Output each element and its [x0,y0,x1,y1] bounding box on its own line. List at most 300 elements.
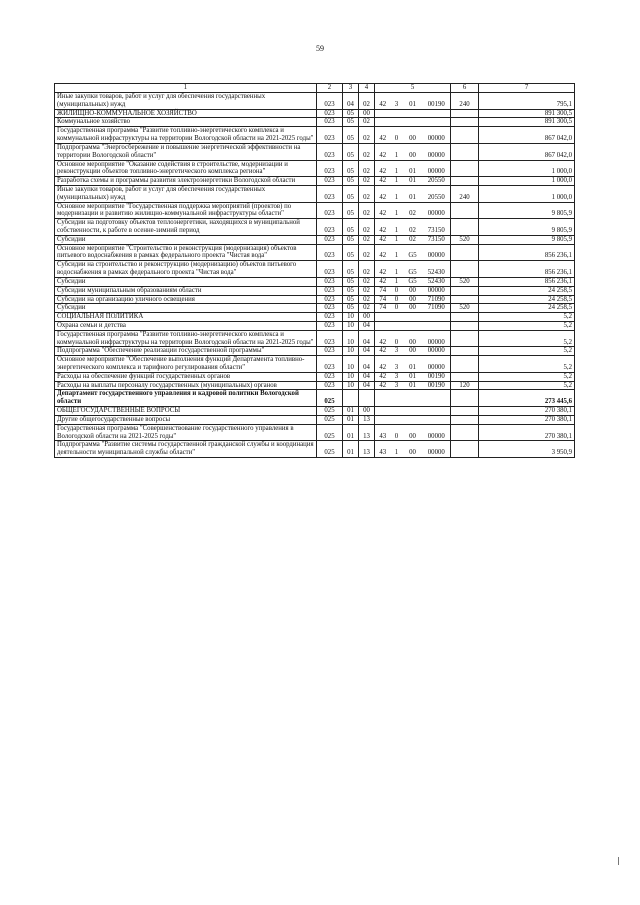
code-ministry: 023 [317,277,343,286]
amount: 3 950,9 [479,441,575,458]
code-ministry: 023 [317,109,343,118]
code-event: G5 [403,261,423,278]
amount: 5,2 [479,356,575,373]
code-expense-type: 520 [451,304,479,313]
code-subprogram: 1 [391,219,403,236]
code-direction [423,109,451,118]
code-expense-type [451,177,479,186]
table-row [55,330,575,347]
code-subsection: 02 [359,286,375,295]
code-subprogram: 0 [391,127,403,144]
table-row [55,185,575,202]
table-row [55,347,575,356]
amount: 795,1 [479,93,575,110]
code-expense-type [451,127,479,144]
table-row [55,143,575,160]
table-row [55,313,575,322]
code-program: 42 [375,372,391,381]
code-expense-type [451,330,479,347]
code-ministry: 023 [317,261,343,278]
amount: 5,2 [479,321,575,330]
code-subsection: 02 [359,127,375,144]
amount: 867 042,0 [479,127,575,144]
code-subprogram: 0 [391,295,403,304]
code-subprogram: 3 [391,372,403,381]
table-row [55,160,575,177]
code-direction: 00000 [423,347,451,356]
amount: 891 300,5 [479,109,575,118]
row-name: Подпрограмма "Обеспечение реализации государственной программы" [55,347,317,356]
row-name: Субсидии на строительство и реконструкцию (модернизацию) объектов питьевого водоснабжения в рамках федерального проекта "Чистая вода" [55,261,317,278]
code-subsection: 02 [359,160,375,177]
code-direction: 00000 [423,441,451,458]
amount: 1 000,0 [479,177,575,186]
code-subsection: 02 [359,295,375,304]
row-name: Другие общегосударственные вопросы [55,415,317,424]
code-event: 01 [403,177,423,186]
amount: 9 805,9 [479,202,575,219]
code-expense-type [451,407,479,416]
code-direction [423,415,451,424]
code-program: 43 [375,441,391,458]
code-event [403,313,423,322]
amount: 1 000,0 [479,160,575,177]
code-event: 01 [403,185,423,202]
code-subsection: 00 [359,109,375,118]
table-row [55,261,575,278]
code-expense-type [451,219,479,236]
row-name: Расходы на обеспечение функций государственных органов [55,372,317,381]
code-expense-type: 520 [451,235,479,244]
column-header: 3 [343,84,359,93]
column-header: 2 [317,84,343,93]
row-name: СОЦИАЛЬНАЯ ПОЛИТИКА [55,313,317,322]
code-subsection: 02 [359,304,375,313]
code-section: 04 [343,93,359,110]
code-subprogram [391,321,403,330]
code-subsection: 13 [359,441,375,458]
row-name: Субсидии на подготовку объектов теплоэнергетики, находящихся в муниципальной собственности, к работе в осенне-зимний период [55,219,317,236]
code-subsection: 02 [359,93,375,110]
code-subprogram: 3 [391,93,403,110]
table-row [55,372,575,381]
column-header: 1 [55,84,317,93]
code-subsection: 04 [359,347,375,356]
code-expense-type [451,143,479,160]
amount: 270 380,1 [479,407,575,416]
code-subsection: 13 [359,415,375,424]
code-ministry: 023 [317,219,343,236]
code-direction: 00190 [423,93,451,110]
code-event: 01 [403,381,423,390]
code-direction [423,407,451,416]
row-name: Основное мероприятие "Государственная поддержка мероприятий (проектов) по модернизации и развитию жилищно-коммунальной инфраструктуры области" [55,202,317,219]
column-header: 4 [359,84,375,93]
table-row [55,127,575,144]
code-ministry: 023 [317,330,343,347]
code-ministry: 023 [317,347,343,356]
code-ministry: 023 [317,202,343,219]
table-row [55,321,575,330]
code-program: 42 [375,330,391,347]
code-expense-type [451,118,479,127]
row-name: Подпрограмма "Развитие системы государственной гражданской службы и координация деятельности муниципальной службы области" [55,441,317,458]
code-section: 10 [343,321,359,330]
code-section: 05 [343,277,359,286]
table-row [55,118,575,127]
code-program [375,407,391,416]
code-section: 10 [343,347,359,356]
code-section: 01 [343,407,359,416]
code-event: 00 [403,347,423,356]
code-event: 01 [403,372,423,381]
code-expense-type: 120 [451,381,479,390]
code-direction: 00000 [423,202,451,219]
code-direction: 73150 [423,219,451,236]
code-program: 43 [375,424,391,441]
code-subprogram: 1 [391,160,403,177]
code-subsection: 00 [359,313,375,322]
code-ministry: 023 [317,313,343,322]
code-expense-type: 240 [451,93,479,110]
code-direction: 20550 [423,177,451,186]
code-program: 74 [375,304,391,313]
row-name: Иные закупки товаров, работ и услуг для обеспечения государственных (муниципальных) нужд [55,185,317,202]
code-ministry: 023 [317,372,343,381]
code-subsection: 02 [359,261,375,278]
code-expense-type [451,321,479,330]
code-expense-type [451,390,479,407]
code-direction: 20550 [423,185,451,202]
code-subsection: 02 [359,235,375,244]
table-row [55,407,575,416]
code-program: 74 [375,295,391,304]
code-ministry: 025 [317,407,343,416]
code-event: 00 [403,304,423,313]
row-name: Субсидии [55,304,317,313]
code-subprogram: 1 [391,202,403,219]
code-direction: 00000 [423,160,451,177]
code-section: 05 [343,261,359,278]
code-program: 42 [375,93,391,110]
code-program: 74 [375,286,391,295]
code-subsection: 02 [359,202,375,219]
table-row [55,356,575,373]
code-program: 42 [375,381,391,390]
code-event: 02 [403,235,423,244]
table-row [55,286,575,295]
row-name: Основное мероприятие "Обеспечение выполнения функций Департамента топливно-энергетического комплекса и тарифного регулирования области" [55,356,317,373]
code-subsection: 04 [359,356,375,373]
code-program: 42 [375,177,391,186]
amount: 9 805,9 [479,219,575,236]
table-row [55,415,575,424]
amount: 270 380,1 [479,424,575,441]
code-expense-type [451,313,479,322]
row-name: Расходы на выплаты персоналу государственных (муниципальных) органов [55,381,317,390]
code-section: 10 [343,372,359,381]
code-section: 05 [343,143,359,160]
amount: 856 236,1 [479,261,575,278]
code-section: 05 [343,109,359,118]
code-program [375,321,391,330]
code-expense-type [451,441,479,458]
code-subsection: 00 [359,407,375,416]
budget-table [54,83,575,458]
code-event [403,407,423,416]
code-ministry: 023 [317,321,343,330]
code-subprogram: 1 [391,261,403,278]
row-name: Подпрограмма "Энергосбережение и повышение энергетической эффективности на территории Вологодской области" [55,143,317,160]
row-name: Государственная программа "Развитие топливно-энергетического комплекса и коммунальной инфраструктуры на территории Вологодской области на 2021-2025 годы" [55,127,317,144]
code-subprogram: 0 [391,424,403,441]
column-header: 6 [451,84,479,93]
code-subprogram: 0 [391,304,403,313]
code-section: 01 [343,415,359,424]
code-section: 05 [343,219,359,236]
code-direction [423,390,451,407]
column-header: 7 [479,84,575,93]
amount: 5,2 [479,372,575,381]
code-event [403,415,423,424]
row-name: Субсидии на организацию уличного освещения [55,295,317,304]
code-subsection: 02 [359,143,375,160]
code-section: 05 [343,118,359,127]
row-name: Субсидии [55,235,317,244]
column-header: 5 [375,84,451,93]
code-subsection: 02 [359,118,375,127]
code-event: 00 [403,143,423,160]
amount: 1 000,0 [479,185,575,202]
code-expense-type [451,415,479,424]
code-program [375,415,391,424]
code-section: 10 [343,330,359,347]
code-subsection: 02 [359,185,375,202]
code-ministry: 023 [317,304,343,313]
row-name: Субсидии [55,277,317,286]
code-program [375,118,391,127]
code-subprogram: 1 [391,143,403,160]
code-program: 42 [375,219,391,236]
code-section: 01 [343,441,359,458]
code-ministry: 023 [317,381,343,390]
scan-mark [618,857,619,865]
code-expense-type [451,286,479,295]
code-subprogram: 0 [391,286,403,295]
code-direction: 00000 [423,143,451,160]
table-row [55,277,575,286]
code-direction: 00190 [423,372,451,381]
code-expense-type [451,295,479,304]
code-section: 05 [343,235,359,244]
code-subprogram: 1 [391,235,403,244]
code-ministry: 023 [317,286,343,295]
code-expense-type [451,244,479,261]
code-section: 05 [343,177,359,186]
code-section: 05 [343,295,359,304]
code-event: G5 [403,277,423,286]
amount: 856 236,1 [479,277,575,286]
code-section: 10 [343,381,359,390]
row-name: Основное мероприятие "Оказание содействия в строительстве, модернизации и реконструкции объектов топливно-энергетического комплекса региона" [55,160,317,177]
code-expense-type [451,424,479,441]
amount: 273 445,6 [479,390,575,407]
code-event: 00 [403,295,423,304]
table-row [55,93,575,110]
table-row [55,109,575,118]
amount: 5,2 [479,381,575,390]
code-direction: 00000 [423,356,451,373]
code-event: 01 [403,356,423,373]
code-direction: 52430 [423,261,451,278]
code-ministry: 023 [317,295,343,304]
code-direction: 00000 [423,127,451,144]
code-direction: 00000 [423,424,451,441]
code-expense-type: 520 [451,277,479,286]
code-ministry: 025 [317,390,343,407]
code-ministry: 023 [317,160,343,177]
code-direction: 00000 [423,286,451,295]
code-subsection: 04 [359,321,375,330]
code-subprogram: 1 [391,177,403,186]
code-subprogram [391,109,403,118]
table-row [55,304,575,313]
code-subsection: 13 [359,424,375,441]
code-section: 05 [343,202,359,219]
code-subprogram [391,415,403,424]
code-event: 00 [403,441,423,458]
code-event: 02 [403,202,423,219]
code-event: 00 [403,424,423,441]
code-ministry: 023 [317,143,343,160]
code-ministry: 023 [317,356,343,373]
code-event [403,390,423,407]
code-ministry: 023 [317,127,343,144]
code-direction [423,118,451,127]
code-section: 10 [343,313,359,322]
code-section: 01 [343,424,359,441]
code-subprogram [391,118,403,127]
code-section [343,390,359,407]
table-row [55,381,575,390]
code-section: 05 [343,286,359,295]
row-name: Государственная программа "Развитие топливно-энергетического комплекса и коммунальной инфраструктуры на территории Вологодской области на 2021-2025 годы" [55,330,317,347]
code-subprogram: 1 [391,244,403,261]
code-subprogram: 3 [391,347,403,356]
amount: 270 380,1 [479,415,575,424]
table-row [55,177,575,186]
row-name: Департамент государственного управления и кадровой политики Вологодской области [55,390,317,407]
amount: 5,2 [479,347,575,356]
code-direction: 73150 [423,235,451,244]
row-name: Иные закупки товаров, работ и услуг для обеспечения государственных (муниципальных) нужд [55,93,317,110]
code-subprogram: 1 [391,277,403,286]
code-event [403,109,423,118]
code-subsection: 02 [359,177,375,186]
code-subprogram: 1 [391,185,403,202]
row-name: Субсидии муниципальным образованиям области [55,286,317,295]
code-expense-type [451,160,479,177]
table-row [55,390,575,407]
code-ministry: 023 [317,118,343,127]
code-ministry: 025 [317,424,343,441]
code-event: 00 [403,286,423,295]
code-program [375,390,391,407]
code-program: 42 [375,244,391,261]
header-row [55,84,575,93]
code-ministry: 023 [317,93,343,110]
code-ministry: 023 [317,177,343,186]
code-subsection: 04 [359,330,375,347]
code-subprogram: 3 [391,381,403,390]
code-subsection: 04 [359,381,375,390]
code-section: 05 [343,160,359,177]
amount: 5,2 [479,313,575,322]
code-program: 42 [375,160,391,177]
code-subsection: 04 [359,372,375,381]
code-direction: 00190 [423,381,451,390]
code-direction: 00000 [423,330,451,347]
code-expense-type [451,261,479,278]
row-name: Охрана семьи и детства [55,321,317,330]
code-event [403,321,423,330]
table-row [55,244,575,261]
code-event: 01 [403,160,423,177]
code-program: 42 [375,202,391,219]
table-row [55,441,575,458]
code-ministry: 025 [317,441,343,458]
code-subprogram [391,390,403,407]
code-expense-type [451,356,479,373]
code-expense-type: 240 [451,185,479,202]
code-subsection: 02 [359,244,375,261]
code-section: 05 [343,185,359,202]
code-section: 05 [343,304,359,313]
code-ministry: 025 [317,415,343,424]
code-event: 00 [403,127,423,144]
code-program [375,109,391,118]
code-subprogram: 0 [391,330,403,347]
code-direction: 52430 [423,277,451,286]
code-subprogram [391,407,403,416]
amount: 856 236,1 [479,244,575,261]
code-section: 05 [343,244,359,261]
table-row [55,424,575,441]
code-program: 42 [375,356,391,373]
amount: 24 258,5 [479,304,575,313]
code-expense-type [451,372,479,381]
code-event: G5 [403,244,423,261]
row-name: Основное мероприятие "Строительство и реконструкция (модернизация) объектов питьевого водоснабжения в рамках федерального проекта "Чистая вода" [55,244,317,261]
code-event: 02 [403,219,423,236]
code-ministry: 023 [317,235,343,244]
row-name: Разработка схемы и программы развития электроэнергетики Вологодской области [55,177,317,186]
table-row [55,219,575,236]
row-name: Коммунальное хозяйство [55,118,317,127]
table-row [55,235,575,244]
code-expense-type [451,109,479,118]
code-program: 42 [375,235,391,244]
page-number: 59 [316,44,324,53]
amount: 867 042,0 [479,143,575,160]
code-expense-type [451,202,479,219]
code-program [375,313,391,322]
code-direction [423,313,451,322]
row-name: Государственная программа "Совершенствование государственного управления в Вологодской области на 2021-2025 годы" [55,424,317,441]
table-row [55,202,575,219]
code-program: 42 [375,143,391,160]
code-section: 10 [343,356,359,373]
